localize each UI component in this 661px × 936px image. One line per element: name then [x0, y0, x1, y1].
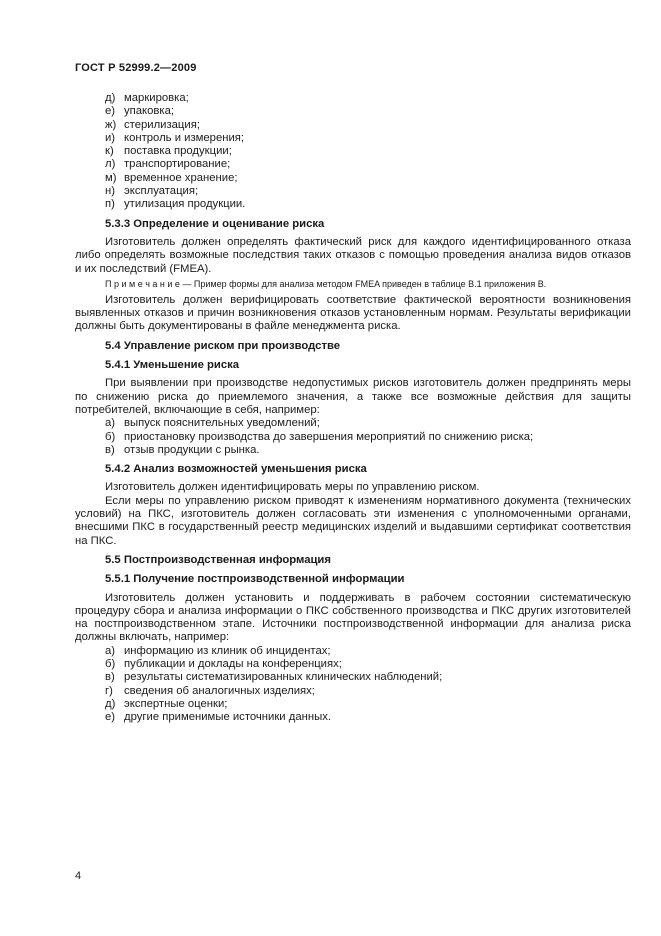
page-number: 4: [75, 870, 82, 882]
list-item-text: отзыв продукции с рынка.: [124, 443, 260, 456]
list-item-label: е): [105, 711, 116, 724]
list-item-label: п): [105, 198, 115, 211]
list-item: [75, 105, 631, 118]
list-item-text: выпуск пояснительных уведомлений;: [124, 417, 320, 430]
document-body: [75, 92, 631, 724]
list-item: [75, 658, 631, 671]
list-item-text: маркировка;: [124, 92, 189, 104]
list-item-text: публикации и доклады на конференциях;: [124, 657, 342, 670]
list-item: [75, 145, 631, 158]
list-item-text: экспертные оценки;: [124, 697, 228, 710]
list-item-text: приостановку производства до завершения мероприятий по снижению риска;: [124, 430, 534, 443]
list-item-label: ж): [105, 118, 117, 131]
list-item-label: н): [105, 185, 116, 198]
list-item: [75, 92, 631, 105]
list-item: [75, 671, 631, 684]
list-item-text: другие применимые источники данных.: [124, 711, 331, 724]
section-heading: 5.3.3 Определение и оценивание риска: [105, 217, 325, 230]
list-item: [75, 132, 631, 145]
paragraph: Изготовитель должен идентифицировать меры по управлению риском.: [105, 481, 480, 494]
list-item: [75, 172, 631, 185]
list-item-label: д): [105, 697, 116, 710]
section-heading: 5.4 Управление риском при производстве: [105, 339, 341, 352]
list-item: [75, 198, 631, 211]
note: П р и м е ч а н и е — Пример формы для анализа методом FMEA приведен в таблице В.1 приложения В.: [105, 278, 547, 289]
list-item: [75, 119, 631, 132]
list-item-label: б): [105, 430, 116, 443]
standard-number-header: ГОСТ Р 52999.2—2009: [75, 62, 197, 74]
list-item-label: в): [105, 671, 115, 684]
list-item-text: контроль и измерения;: [124, 131, 245, 144]
list-item-text: стерилизация;: [124, 118, 200, 131]
list-item-text: упаковка;: [124, 105, 175, 118]
list-item-text: эксплуатация;: [124, 185, 199, 198]
section-heading: 5.5 Постпроизводственная информация: [105, 553, 331, 566]
section-heading: 5.4.2 Анализ возможностей уменьшения риска: [105, 463, 367, 476]
list-item: [75, 431, 631, 444]
list-item: [75, 158, 631, 171]
list-item-label: в): [105, 443, 115, 456]
list-item-text: информацию из клиник об инцидентах;: [124, 644, 331, 657]
list-item-label: б): [105, 657, 116, 670]
list-item-label: е): [105, 105, 116, 118]
paragraph: Если меры по управлению риском приводят к изменениям нормативного документа (технических условий) на ПКС, изготовитель должен согласовать эти изменения с уполномоченными органами, внесшими ПКС в государственный реестр медицинских изделий и выдавшими сертификат соответствия на ПКС.: [75, 494, 631, 547]
section-heading: 5.5.1 Получение постпроизводственной информации: [105, 573, 405, 586]
list-item-label: л): [105, 158, 116, 171]
list-item-label: к): [105, 145, 114, 158]
list-item: [75, 685, 631, 698]
list-item: [75, 645, 631, 658]
list-item-label: г): [105, 684, 113, 697]
list-item-label: а): [105, 417, 116, 430]
list-item-text: сведения об аналогичных изделиях;: [124, 684, 315, 697]
list-item-label: д): [105, 92, 116, 104]
list-item-label: м): [105, 171, 117, 184]
list-item: [75, 444, 631, 457]
list-item-text: временное хранение;: [124, 171, 238, 184]
list-item: [75, 185, 631, 198]
list-item: [75, 698, 631, 711]
list-item-label: и): [105, 131, 116, 144]
section-heading: 5.4.1 Уменьшение риска: [105, 359, 240, 372]
list-item-text: результаты систематизированных клинических наблюдений;: [124, 671, 443, 684]
list-item-text: утилизация продукции.: [124, 198, 246, 211]
list-item: [75, 417, 631, 430]
paragraph: Изготовитель должен определять фактический риск для каждого идентифицированного отказа либо определять возможные последствия таких отказов с помощью проведения анализа видов отказов и их последствий (FMEA).: [75, 235, 631, 275]
list-item-text: транспортирование;: [124, 158, 231, 171]
paragraph: Изготовитель должен установить и поддерживать в рабочем состоянии систематическую процедуру сбора и анализа информации о ПКС собственного производства и ПКС других изготовителей на постпроизводственном этапе. Источники постпроизводственной информации для анализа риска должны включать, например:: [75, 591, 631, 644]
list-item-label: а): [105, 644, 116, 657]
list-item: [75, 711, 631, 724]
paragraph: Изготовитель должен верифицировать соответствие фактической вероятности возникновения выявленных отказов и причин возникновения отказов установленным нормам. Результаты верификации должны быть документированы в файле менеджмента риска.: [75, 293, 631, 333]
paragraph: При выявлении при производстве недопустимых рисков изготовитель должен предпринять меры по снижению риска до приемлемого значения, а также все возможные действия для защиты потребителей, включающие в себя, например:: [75, 377, 631, 416]
list-item-text: поставка продукции;: [124, 145, 232, 158]
